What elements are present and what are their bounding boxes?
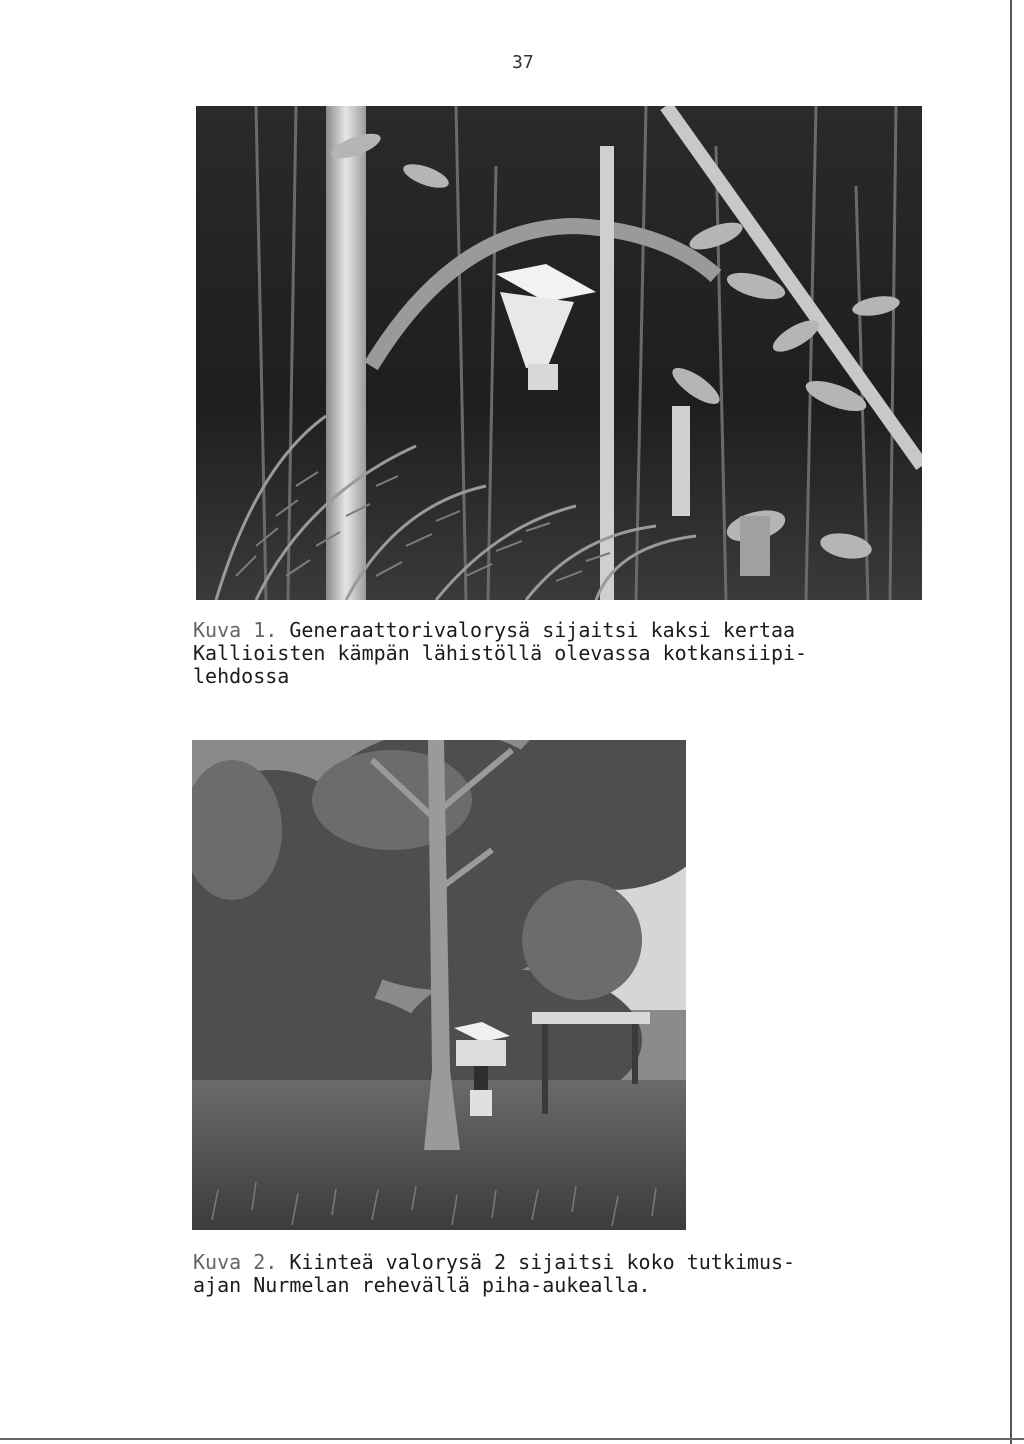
page-edge-right: [1010, 0, 1012, 1444]
caption-line: Kallioisten kämpän lähistöllä olevassa kotkansiipi-: [193, 641, 808, 665]
photo-light-trap-forest: [196, 106, 922, 600]
page-number: 37: [512, 52, 534, 73]
page-edge-bottom: [0, 1438, 1024, 1440]
caption-line: lehdossa: [193, 664, 290, 688]
yard-day-image: [192, 740, 686, 1230]
caption-label: Kuva 2.: [193, 1250, 278, 1274]
figure-caption-2: [193, 1251, 795, 1297]
photo-light-trap-yard: [192, 740, 686, 1230]
caption-line: ajan Nurmelan rehevällä piha-aukealla.: [193, 1273, 651, 1297]
caption-line: Kiinteä valorysä 2 sijaitsi koko tutkimus-: [289, 1250, 796, 1274]
forest-night-image: [196, 106, 922, 600]
caption-label: Kuva 1.: [193, 618, 278, 642]
figure-caption-1: [193, 619, 807, 688]
caption-line: Generaattorivalorysä sijaitsi kaksi kertaa: [289, 618, 796, 642]
